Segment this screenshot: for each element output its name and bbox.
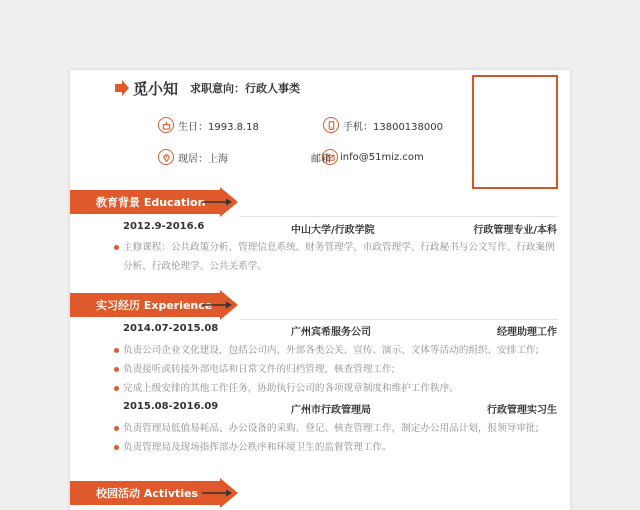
section-title-experience: 实习经历 Experience <box>96 299 213 312</box>
phone-info <box>323 117 443 133</box>
email-label: 邮箱 <box>311 153 331 165</box>
section-header-experience <box>70 290 240 320</box>
birthday-info <box>158 117 259 133</box>
section-title-campus: 校园活动 Activties <box>96 487 199 500</box>
location-info <box>158 149 228 165</box>
list-item: 负责管理局低值易耗品、办公设备的采购、登记、核查管理工作，制定办公用品计划，报领导审批; <box>112 419 558 438</box>
education-major: 行政管理专业/本科 <box>473 225 557 236</box>
list-item: 主修课程：公共政策分析、管理信息系统、财务管理学、市政管理学、行政秘书与公文写作、行政案例分析、行政伦理学、公共关系学。 <box>112 238 558 276</box>
experience-2-bullets <box>112 419 558 457</box>
experience-date: 2015.08-2016.09 <box>123 401 219 412</box>
phone-text: 手机：13800138000 <box>343 121 443 133</box>
section-title-education: 教育背景 Education <box>96 196 206 209</box>
experience-1-bullets <box>112 341 558 398</box>
education-school: 中山大学/行政学院 <box>291 225 375 236</box>
experience-company: 广州市行政管理局 <box>291 405 371 416</box>
location-pin-icon <box>158 149 174 165</box>
long-arrow-icon <box>202 198 232 206</box>
cake-icon <box>158 117 174 133</box>
long-arrow-icon <box>202 489 232 497</box>
experience-role: 行政管理实习生 <box>487 405 557 416</box>
education-entry <box>123 221 557 235</box>
phone-icon <box>323 117 339 133</box>
section-header-education <box>70 187 240 217</box>
section-header-campus <box>70 478 240 508</box>
list-item: 负责公司企业文化建设，包括公司内、外部各类公关、宣传、演示、文体等活动的组织、安排工作; <box>112 341 558 360</box>
name-row <box>115 78 300 98</box>
list-item: 完成上级安排的其他工作任务，协助执行公司的各项规章制度和维护工作秩序。 <box>112 379 558 398</box>
location-text: 现居：上海 <box>178 153 228 165</box>
list-item: 负责管理局及现场指挥部办公秩序和环境卫生的监督管理工作。 <box>112 438 558 457</box>
experience-entry-1 <box>123 323 557 337</box>
email-text: info@51miz.com <box>340 151 424 163</box>
section-divider <box>240 216 558 217</box>
list-item: 负责接听或转接外部电话和日常文件的归档管理，核查管理工作; <box>112 360 558 379</box>
birthday-text: 生日：1993.8.18 <box>178 121 259 133</box>
photo-frame <box>472 75 558 189</box>
education-date: 2012.9-2016.6 <box>123 221 205 232</box>
arrow-right-icon <box>115 80 129 96</box>
experience-entry-2 <box>123 401 557 415</box>
job-intent: 求职意向：行政人事类 <box>190 82 301 95</box>
experience-date: 2014.07-2015.08 <box>123 323 219 334</box>
section-divider <box>240 319 558 320</box>
long-arrow-icon <box>202 301 232 309</box>
email-info <box>311 149 424 165</box>
experience-company: 广州宾希服务公司 <box>291 327 371 338</box>
candidate-name: 觅小知 <box>133 79 179 98</box>
education-bullets <box>112 238 558 276</box>
experience-role: 经理助理工作 <box>497 327 557 338</box>
